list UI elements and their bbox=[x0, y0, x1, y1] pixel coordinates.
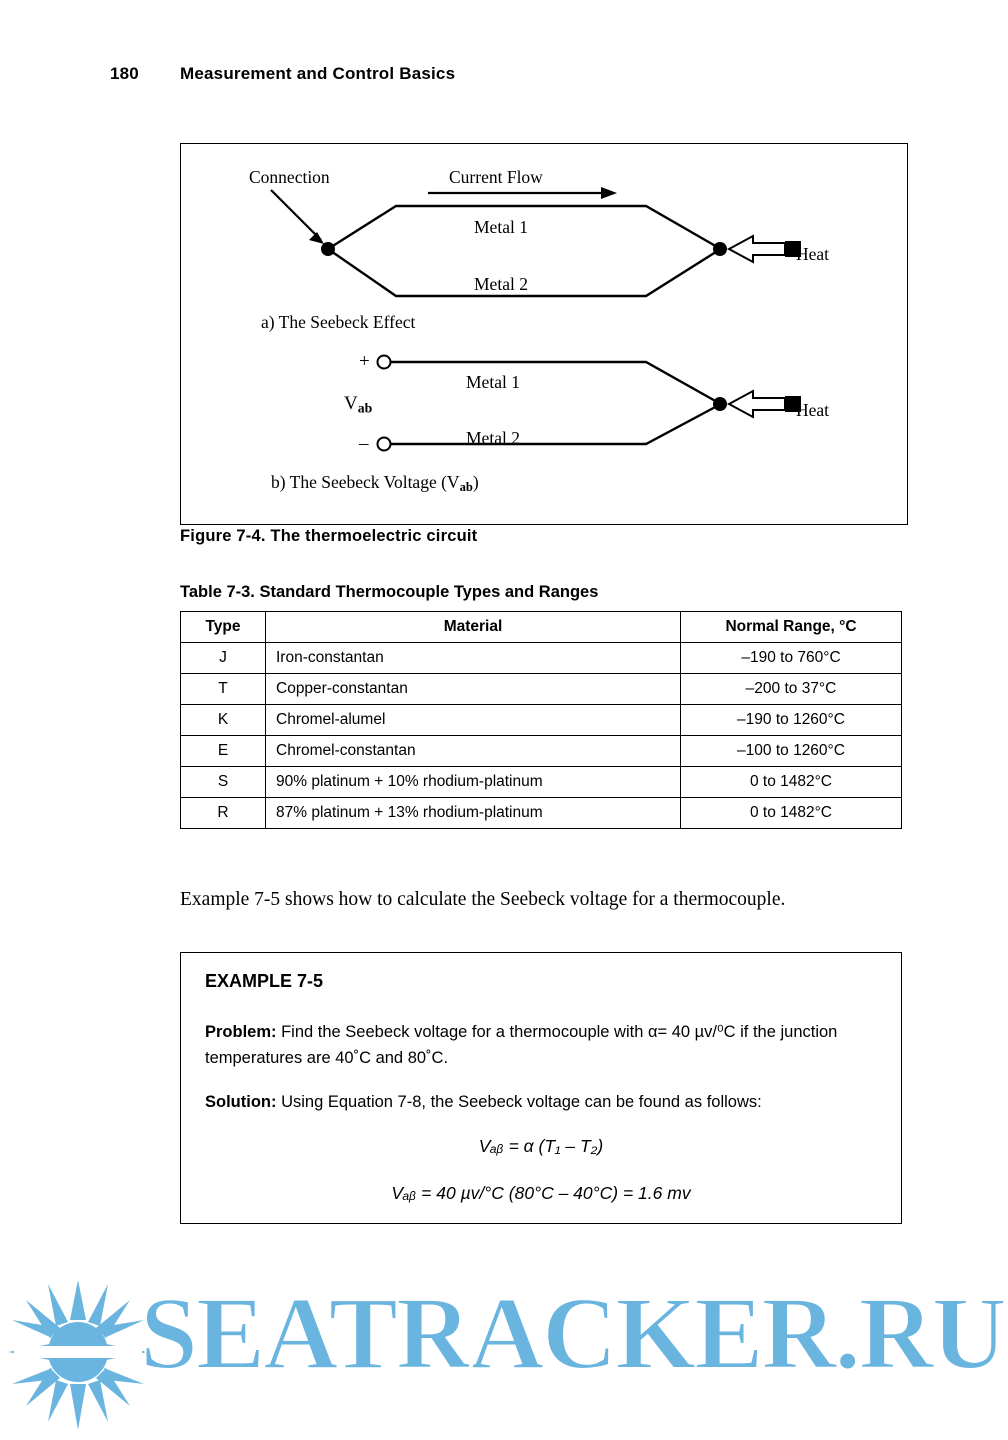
cell-material: Iron-constantan bbox=[266, 643, 681, 674]
figure-label-current-flow: Current Flow bbox=[449, 167, 543, 187]
figure-label-heat-b: Heat bbox=[796, 400, 830, 420]
example-solution-text: Using Equation 7-8, the Seebeck voltage can be found as follows: bbox=[276, 1093, 762, 1111]
cell-range: –190 to 1260°C bbox=[681, 705, 902, 736]
table-row bbox=[181, 674, 902, 705]
table-row bbox=[181, 736, 902, 767]
column-header-material: Material bbox=[266, 612, 681, 643]
cell-range: –200 to 37°C bbox=[681, 674, 902, 705]
cell-material: 90% platinum + 10% rhodium-platinum bbox=[266, 767, 681, 798]
figure-label-metal1-b: Metal 1 bbox=[466, 372, 520, 392]
cell-range: 0 to 1482°C bbox=[681, 798, 902, 829]
cell-material: 87% platinum + 13% rhodium-platinum bbox=[266, 798, 681, 829]
cell-type: K bbox=[181, 705, 266, 736]
cell-material: Chromel-constantan bbox=[266, 736, 681, 767]
figure-caption-b: b) The Seebeck Voltage $(V_{ab})$ bbox=[271, 472, 479, 495]
book-title: Measurement and Control Basics bbox=[180, 64, 456, 83]
equation-1-text: Vₐᵦ = α (T₁ – T₂) bbox=[478, 1136, 604, 1156]
example-title: EXAMPLE 7-5 bbox=[205, 971, 324, 991]
equation-2-text: Vₐᵦ = 40 µv/°C (80°C – 40°C) = 1.6 mv bbox=[391, 1183, 691, 1203]
cell-type: T bbox=[181, 674, 266, 705]
figure-label-metal1-a: Metal 1 bbox=[474, 217, 528, 237]
example-equation-2 bbox=[181, 1183, 901, 1204]
figure-label-vab: $V_{ab}$ bbox=[344, 393, 373, 416]
figure-label-plus: + bbox=[359, 351, 370, 372]
example-problem-label: Problem: bbox=[205, 1023, 277, 1041]
figure-label-metal2-a: Metal 2 bbox=[474, 274, 528, 294]
watermark-text: SEATRACKER.RU bbox=[140, 1276, 1005, 1391]
cell-range: 0 to 1482°C bbox=[681, 767, 902, 798]
sun-burst-icon bbox=[8, 1280, 148, 1430]
figure-caption: Figure 7-4. The thermoelectric circuit bbox=[180, 527, 478, 545]
cell-type: R bbox=[181, 798, 266, 829]
example-problem bbox=[205, 1019, 883, 1071]
figure-label-minus: – bbox=[359, 433, 369, 454]
figure-7-4 bbox=[180, 143, 908, 525]
table-title: Table 7-3. Standard Thermocouple Types and Ranges bbox=[180, 583, 599, 601]
example-problem-text: Find the Seebeck voltage for a thermocouple with α= 40 µv/⁰C if the junction temperatures are 40˚C and 80˚C. bbox=[205, 1023, 838, 1067]
cell-range: –190 to 760°C bbox=[681, 643, 902, 674]
cell-material: Copper-constantan bbox=[266, 674, 681, 705]
table-row bbox=[181, 705, 902, 736]
figure-label-connection: Connection bbox=[249, 167, 330, 187]
page-header bbox=[110, 64, 910, 84]
example-solution-label: Solution: bbox=[205, 1093, 277, 1111]
page-number: 180 bbox=[110, 64, 139, 83]
example-solution bbox=[205, 1089, 883, 1115]
example-equation-1 bbox=[181, 1136, 901, 1157]
figure-label-heat-a: Heat bbox=[796, 244, 830, 264]
cell-range: –100 to 1260°C bbox=[681, 736, 902, 767]
cell-type: E bbox=[181, 736, 266, 767]
figure-label-metal2-b: Metal 2 bbox=[466, 428, 520, 448]
table-header-row bbox=[181, 612, 902, 643]
figure-caption-a: a) The Seebeck Effect bbox=[261, 312, 416, 332]
body-paragraph: Example 7-5 shows how to calculate the Seebeck voltage for a thermocouple. bbox=[180, 888, 786, 910]
table-row bbox=[181, 798, 902, 829]
watermark bbox=[0, 1268, 1008, 1440]
thermoelectric-circuit-drawing bbox=[181, 144, 905, 522]
thermocouple-table bbox=[180, 611, 902, 829]
example-box bbox=[180, 952, 902, 1224]
table-row bbox=[181, 643, 902, 674]
cell-type: S bbox=[181, 767, 266, 798]
table-row bbox=[181, 767, 902, 798]
column-header-type: Type bbox=[181, 612, 266, 643]
cell-material: Chromel-alumel bbox=[266, 705, 681, 736]
cell-type: J bbox=[181, 643, 266, 674]
column-header-range: Normal Range, °C bbox=[681, 612, 902, 643]
